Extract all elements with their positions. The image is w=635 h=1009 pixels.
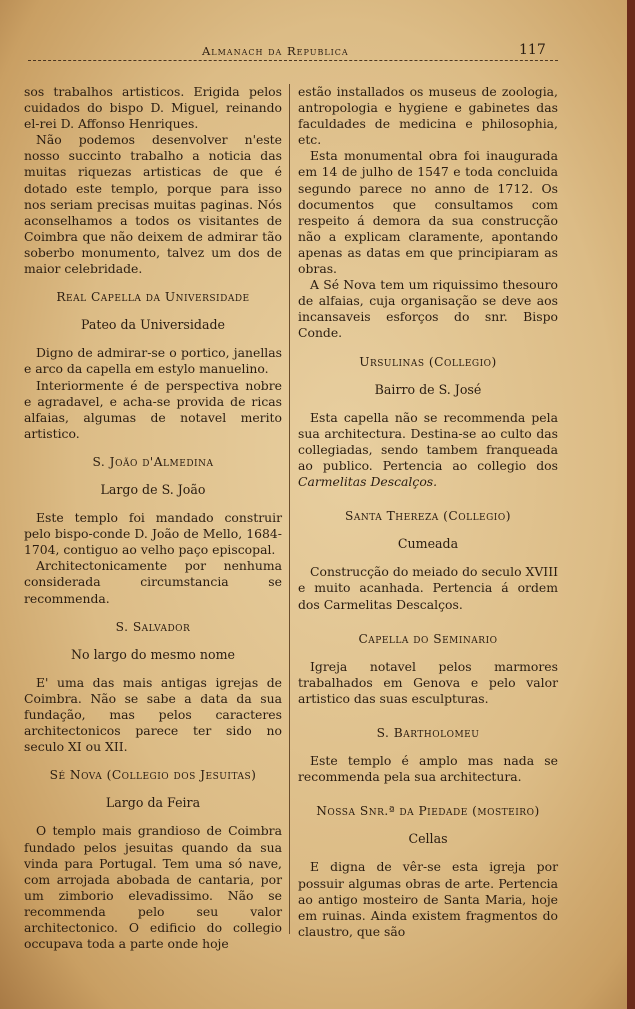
left-column: [24, 84, 282, 952]
paragraph: E' uma das mais antigas igrejas de Coimbra. Não se sabe a data da sua fundação, mas pelos caracteres architectonicos parece ter sido no seculo XI ou XII.: [24, 674, 282, 755]
paragraph: Igreja notavel pelos marmores trabalhados em Genova e pelo valor artistico das suas esculpturas.: [298, 658, 558, 706]
section-location: Bairro de S. José: [374, 381, 482, 397]
paragraph: Interiormente é de perspectiva nobre e agradavel, e acha-se provida de ricas alfaias, algumas de notavel merito artistico.: [24, 377, 282, 441]
section-heading: Nossa Snr.ª da Piedade (mosteiro): [316, 804, 540, 819]
paragraph: sos trabalhos artisticos. Erigida pelos cuidados do bispo D. Miguel, reinando el-rei D. Affonso Henriques.: [24, 84, 282, 132]
section-heading: Santa Thereza (Collegio): [345, 509, 511, 524]
running-title: Almanach da Republica: [202, 44, 349, 58]
section-location: Largo da Feira: [105, 795, 201, 811]
section-heading: S. Salvador: [115, 619, 191, 634]
section-location: Cellas: [408, 831, 448, 847]
paragraph: Architectonicamente por nenhuma considerada circumstancia se recommenda.: [24, 558, 282, 606]
paragraph: Construcção do meiado do seculo XVIII e muito acanhada. Pertencia á ordem dos Carmelitas Descalços.: [298, 564, 558, 612]
section-location: Largo de S. João: [100, 481, 206, 497]
section-heading: Capella do Seminario: [358, 631, 498, 646]
italic-text: Carmelitas Descalços.: [298, 474, 438, 490]
paragraph: A Sé Nova tem um riquissimo thesouro de alfaias, cuja organisação se deve aos incansaveis esforços do snr. Bispo Conde.: [298, 277, 558, 341]
paragraph: Digno de admirar-se o portico, janellas e arco da capella em estylo manuelino.: [24, 345, 282, 377]
header-rule: [28, 60, 558, 61]
right-column: [298, 84, 558, 940]
page-number: 117: [519, 42, 546, 58]
book-edge: [627, 0, 635, 1009]
section-heading: Real Capella da Universidade: [56, 290, 250, 305]
paragraph: Este templo é amplo mas nada se recommenda pela sua architectura.: [298, 753, 558, 785]
section-heading: S. Bartholomeu: [376, 726, 480, 740]
section-heading: S. João d'Almedina: [92, 454, 214, 469]
section-location: No largo do mesmo nome: [71, 646, 235, 662]
paragraph: Esta monumental obra foi inaugurada em 14 de julho de 1547 e toda concluida segundo parece no anno de 1712. Os documentos que consultamos com respeito á demora da sua construcção não a explicam claramente, apontando apenas as datas em que principiaram as obras.: [298, 148, 558, 277]
paragraph: [298, 410, 558, 490]
paragraph: O templo mais grandioso de Coimbra fundado pelos jesuitas quando da sua vinda para Portugal. Tem uma só nave, com arrojada abobada de cantaria, por um zimborio elevadissimo. Não se recommenda pelo seu valor architectonico. O edificio do collegio occupava toda a parte onde hoje: [24, 823, 282, 952]
paragraph: estão installados os museus de zoologia, antropologia e hygiene e gabinetes das faculdades de medicina e philosophia, etc.: [298, 84, 558, 148]
section-location: Pateo da Universidade: [80, 317, 225, 333]
section-location: Cumeada: [397, 536, 459, 552]
paragraph: Não podemos desenvolver n'este nosso succinto trabalho a noticia das muitas riquezas artisticas de que é dotado este templo, porque para isso nos seriam precisas muitas paginas. Nós aconselhamos a todos os visitantes de Coimbra que não deixem de admirar tão soberbo monumento, talvez um dos de maior celebridade.: [24, 132, 282, 277]
paragraph: E digna de vêr-se esta igreja por possuir algumas obras de arte. Pertencia ao antigo mosteiro de Santa Maria, hoje em ruinas. Ainda existem fragmentos do claustro, que são: [298, 859, 558, 939]
column-divider: [289, 84, 290, 934]
section-heading: Sé Nova (Collegio dos Jesuitas): [49, 768, 257, 783]
paragraph-text: Esta capella não se recommenda pela sua architectura. Destina-se ao culto das collegiadas, sendo tambem franqueada ao publico. Pertencia ao collegio dos: [298, 409, 558, 473]
section-heading: Ursulinas (Collegio): [359, 354, 497, 369]
paragraph: Este templo foi mandado construir pelo bispo-conde D. João de Mello, 1684-1704, contiguo ao velho paço episcopal.: [24, 510, 282, 558]
